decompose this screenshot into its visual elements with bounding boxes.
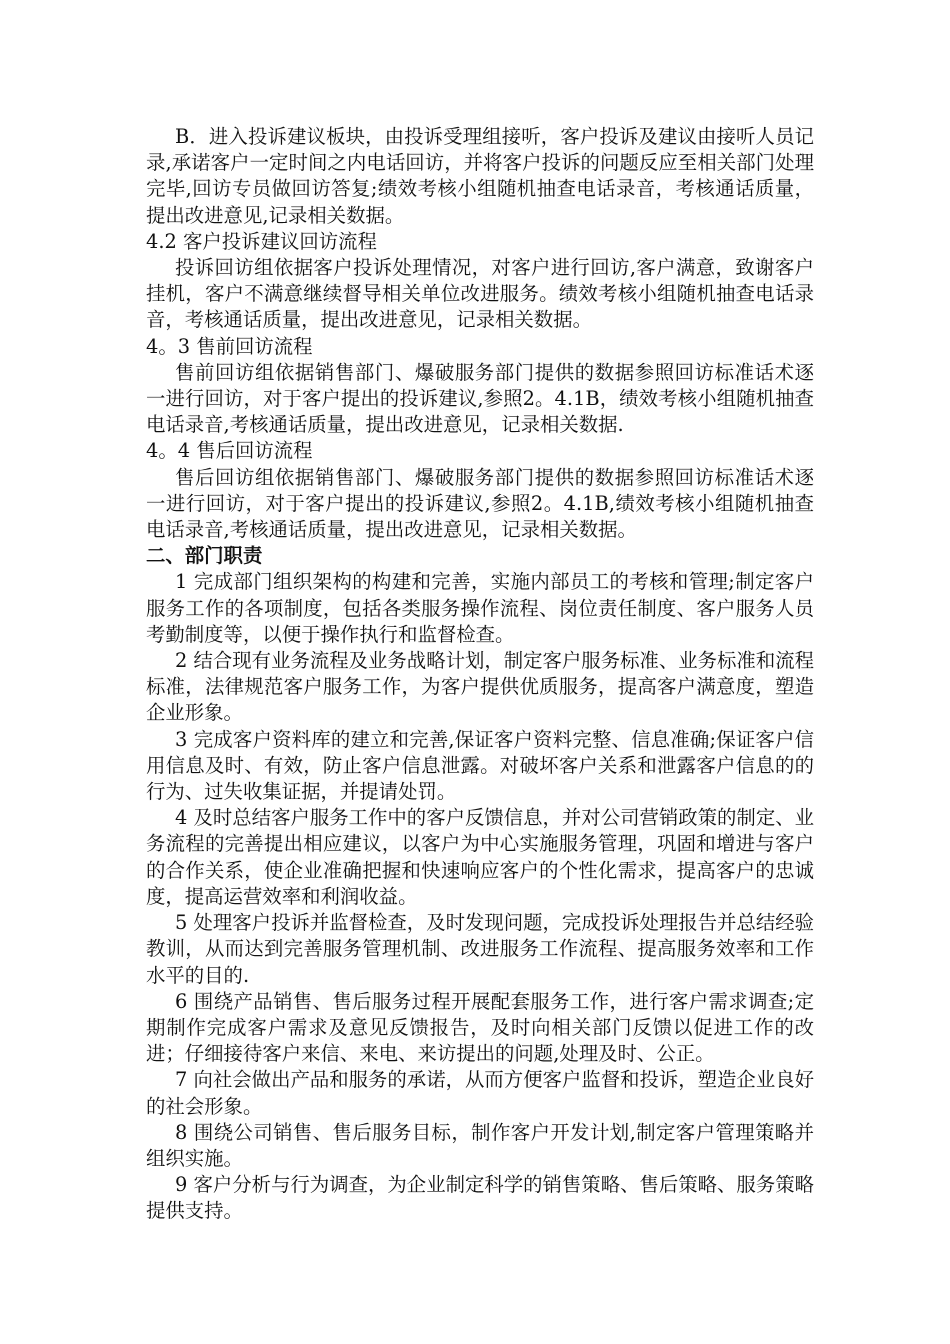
duty-item-2: 2 结合现有业务流程及业务战略计划，制定客户服务标准、业务标准和流程标准，法律规范客户服务工作，为客户提供优质服务，提高客户满意度，塑造企业形象。 — [146, 649, 814, 725]
duty-item-5: 5 处理客户投诉并监督检查，及时发现问题，完成投诉处理报告并总结经验教训，从而达到完善服务管理机制、改进服务工作流程、提高服务效率和工作水平的目的. — [146, 911, 814, 987]
heading-4-4: 4。4 售后回访流程 — [146, 439, 313, 463]
duty-item-1: 1 完成部门组织架构的构建和完善，实施内部员工的考核和管理;制定客户服务工作的各项制度，包括各类服务操作流程、岗位责任制度、客户服务人员考勤制度等，以便于操作执行和监督检查。 — [146, 570, 814, 646]
paragraph-b-complaint-section: B．进入投诉建议板块，由投诉受理组接听，客户投诉及建议由接听人员记录,承诺客户一定时间之内电话回访，并将客户投诉的问题反应至相关部门处理完毕,回访专员做回访答复;绩效考核小组随机抽查电话录音，考核通话质量，提出改进意见,记录相关数据。 — [146, 125, 814, 227]
section-title-department-duties: 二、部门职责 — [146, 544, 263, 568]
duty-item-4: 4 及时总结客户服务工作中的客户反馈信息，并对公司营销政策的制定、业务流程的完善提出相应建议，以客户为中心实施服务管理，巩固和增进与客户的合作关系，使企业准确把握和快速响应客户的个性化需求，提高客户的忠诚度，提高运营效率和利润收益。 — [146, 806, 814, 908]
duty-item-7: 7 向社会做出产品和服务的承诺，从而方便客户监督和投诉，塑造企业良好的社会形象。 — [146, 1068, 814, 1118]
duty-item-3: 3 完成客户资料库的建立和完善,保证客户资料完整、信息准确;保证客户信用信息及时、有效，防止客户信息泄露。对破坏客户关系和泄露客户信息的的行为、过失收集证据，并提请处罚。 — [146, 727, 814, 804]
heading-4-3: 4。3 售前回访流程 — [146, 334, 313, 358]
paragraph-4-4-body: 售后回访组依据销售部门、爆破服务部门提供的数据参照回访标准话术逐一进行回访，对于客户提出的投诉建议,参照2。4.1B,绩效考核小组随机抽查电话录音,考核通话质量，提出改进意见，记录相关数据。 — [146, 465, 814, 542]
paragraph-4-2-body: 投诉回访组依据客户投诉处理情况，对客户进行回访,客户满意，致谢客户挂机，客户不满意继续督导相关单位改进服务。绩效考核小组随机抽查电话录音，考核通话质量，提出改进意见，记录相关数据。 — [146, 256, 814, 332]
paragraph-4-3-body: 售前回访组依据销售部门、爆破服务部门提供的数据参照回访标准话术逐一进行回访，对于客户提出的投诉建议,参照2。4.1B，绩效考核小组随机抽查电话录音,考核通话质量，提出改进意见，记录相关数据. — [146, 360, 814, 437]
document-page — [146, 124, 814, 1225]
duty-item-8: 8 围绕公司销售、售后服务目标，制作客户开发计划,制定客户管理策略并组织实施。 — [146, 1120, 814, 1170]
duty-item-6: 6 围绕产品销售、售后服务过程开展配套服务工作，进行客户需求调查;定期制作完成客户需求及意见反馈报告，及时向相关部门反馈以促进工作的改进；仔细接待客户来信、来电、来访提出的问题,处理及时、公正。 — [146, 989, 814, 1066]
heading-4-2: 4.2 客户投诉建议回访流程 — [146, 229, 377, 253]
duty-item-9: 9 客户分析与行为调查，为企业制定科学的销售策略、售后策略、服务策略提供支持。 — [146, 1173, 814, 1223]
